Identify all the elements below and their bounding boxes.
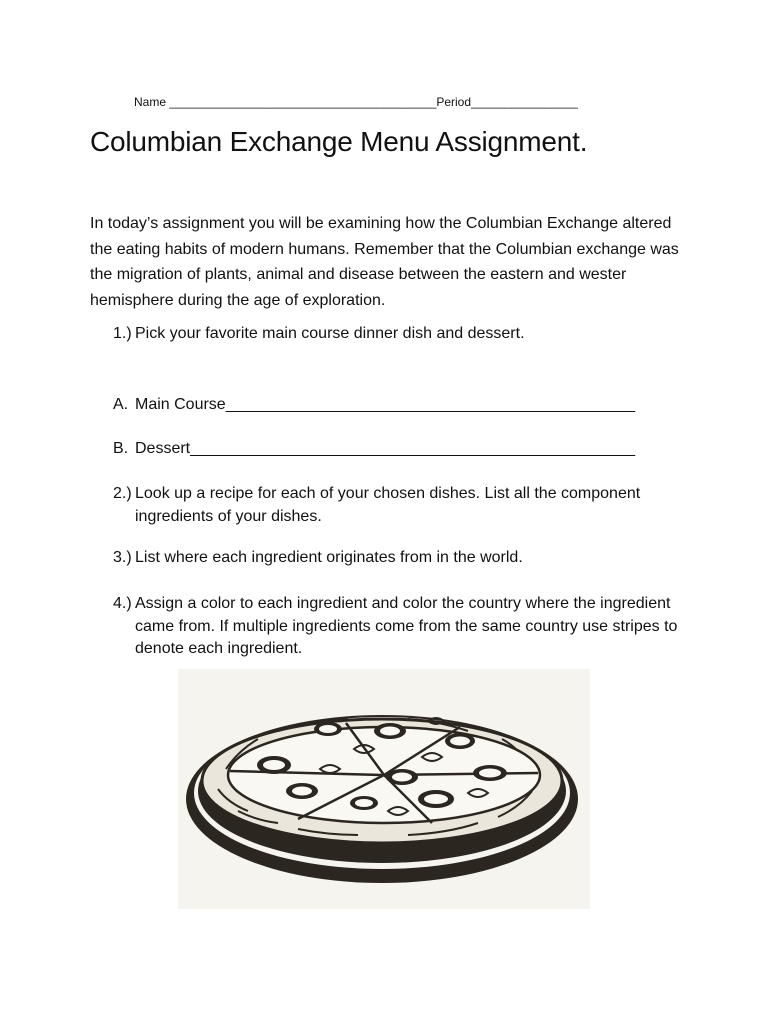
- question-text: Pick your favorite main course dinner dish and dessert.: [135, 325, 525, 342]
- question-text: List where each ingredient originates from in the world.: [135, 549, 523, 566]
- question-text: Assign a color to each ingredient and color the country where the ingredient came from. If multiple ingredients come from the same country use stripes to denote each ingredient.: [135, 595, 678, 657]
- period-label: Period: [436, 95, 471, 109]
- question-3: [113, 547, 683, 570]
- question-number: 4.): [113, 595, 132, 612]
- answer-main-course: [113, 396, 635, 414]
- name-label: Name: [134, 95, 167, 109]
- question-1: [113, 323, 683, 346]
- question-4: [113, 593, 683, 661]
- answer-label: Dessert: [135, 440, 191, 457]
- answer-blank: __________________________________________________: [190, 440, 636, 457]
- question-number: 2.): [113, 485, 132, 502]
- question-2: [113, 483, 683, 528]
- period-blank: ________________: [471, 95, 578, 109]
- answer-letter: B.: [113, 440, 129, 457]
- pizza-illustration: [178, 669, 590, 909]
- question-number: 1.): [113, 325, 132, 342]
- name-period-line: [134, 95, 578, 109]
- question-text: Look up a recipe for each of your chosen dishes. List all the component ingredients of your dishes.: [135, 485, 641, 525]
- name-blank: ________________________________________: [169, 95, 437, 109]
- answer-label: Main Course: [135, 396, 226, 413]
- page-title: Columbian Exchange Menu Assignment.: [90, 126, 588, 157]
- answer-letter: A.: [113, 396, 129, 413]
- question-number: 3.): [113, 549, 132, 566]
- answer-blank: ______________________________________________: [225, 396, 636, 413]
- intro-paragraph: In today’s assignment you will be examining how the Columbian Exchange altered the eating habits of modern humans. Remember that the Columbian exchange was the migration of plants, animal and disease between the eastern and wester hemisphere during the age of exploration.: [90, 215, 679, 309]
- answer-dessert: [113, 440, 635, 458]
